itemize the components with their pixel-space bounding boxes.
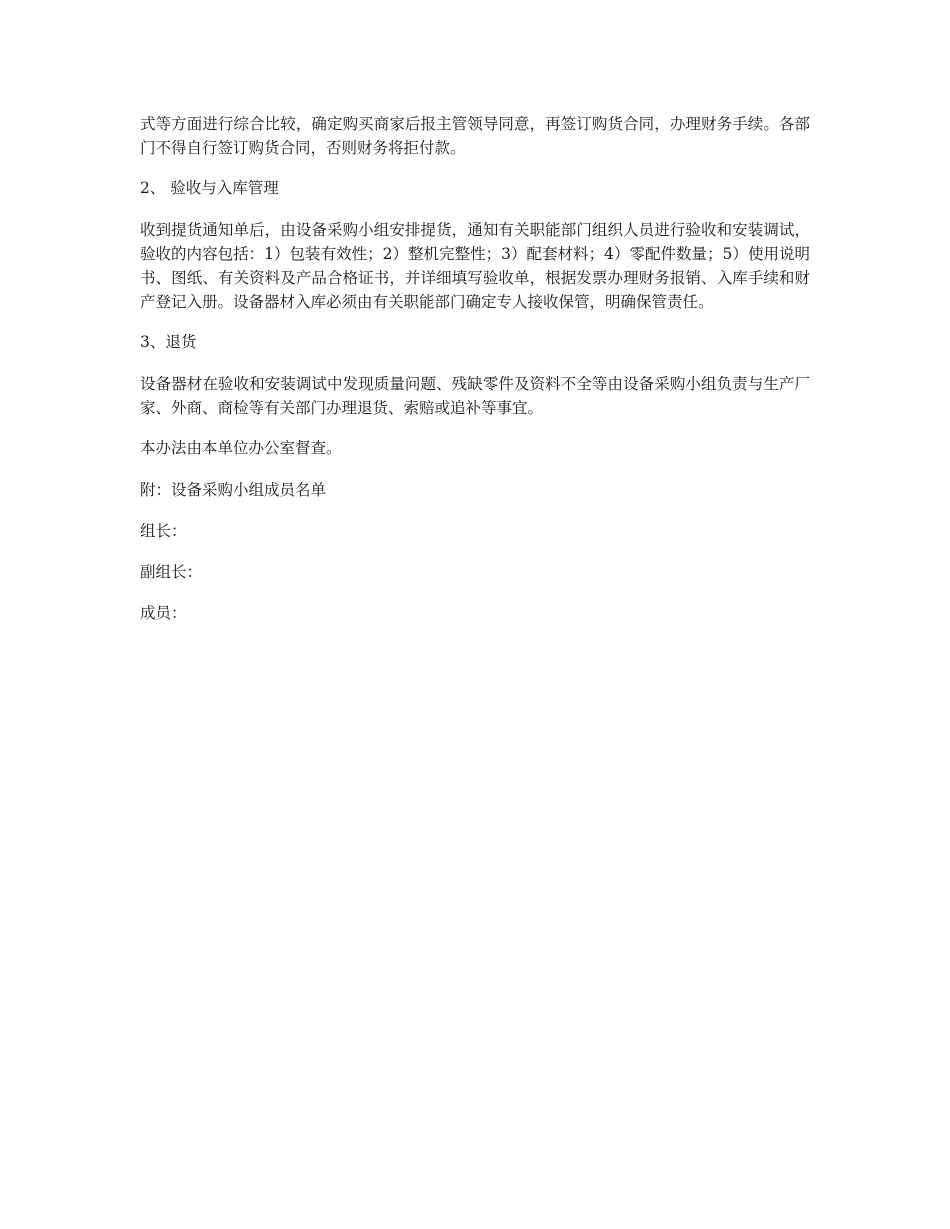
section-heading-acceptance: 2、 验收与入库管理 <box>140 179 279 197</box>
deputy-leader-line: 副组长： <box>140 563 203 581</box>
paragraph-acceptance: 收到提货通知单后，由设备采购小组安排提货，通知有关职能部门组织人员进行验收和安装调试，验收的内容包括：1）包装有效性；2）整机完整性；3）配套材料；4）零配件数量；5）使用说明书、图纸、有关资料及产品合格证书，并详细填写验收单，根据发票办理财务报销、入库手续和财产登记入册。设备器材入库必须由有关职能部门确定专人接收保管，明确保管责任。 <box>140 221 810 311</box>
members-line: 成员： <box>140 604 187 622</box>
paragraph-purchase-procedure: 式等方面进行综合比较，确定购买商家后报主管领导同意，再签订购货合同，办理财务手续。各部门不得自行签订购货合同，否则财务将拒付款。 <box>140 115 810 157</box>
group-leader-line: 组长： <box>140 522 187 540</box>
paragraph-return: 设备器材在验收和安装调试中发现质量问题、残缺零件及资料不全等由设备采购小组负责与生产厂家、外商、商检等有关部门办理退货、索赔或追补等事宜。 <box>140 375 810 417</box>
section-heading-return: 3、退货 <box>140 333 197 351</box>
document-page <box>140 112 810 625</box>
paragraph-appendix: 附：设备采购小组成员名单 <box>140 481 327 499</box>
paragraph-supervision: 本办法由本单位办公室督查。 <box>140 439 342 457</box>
